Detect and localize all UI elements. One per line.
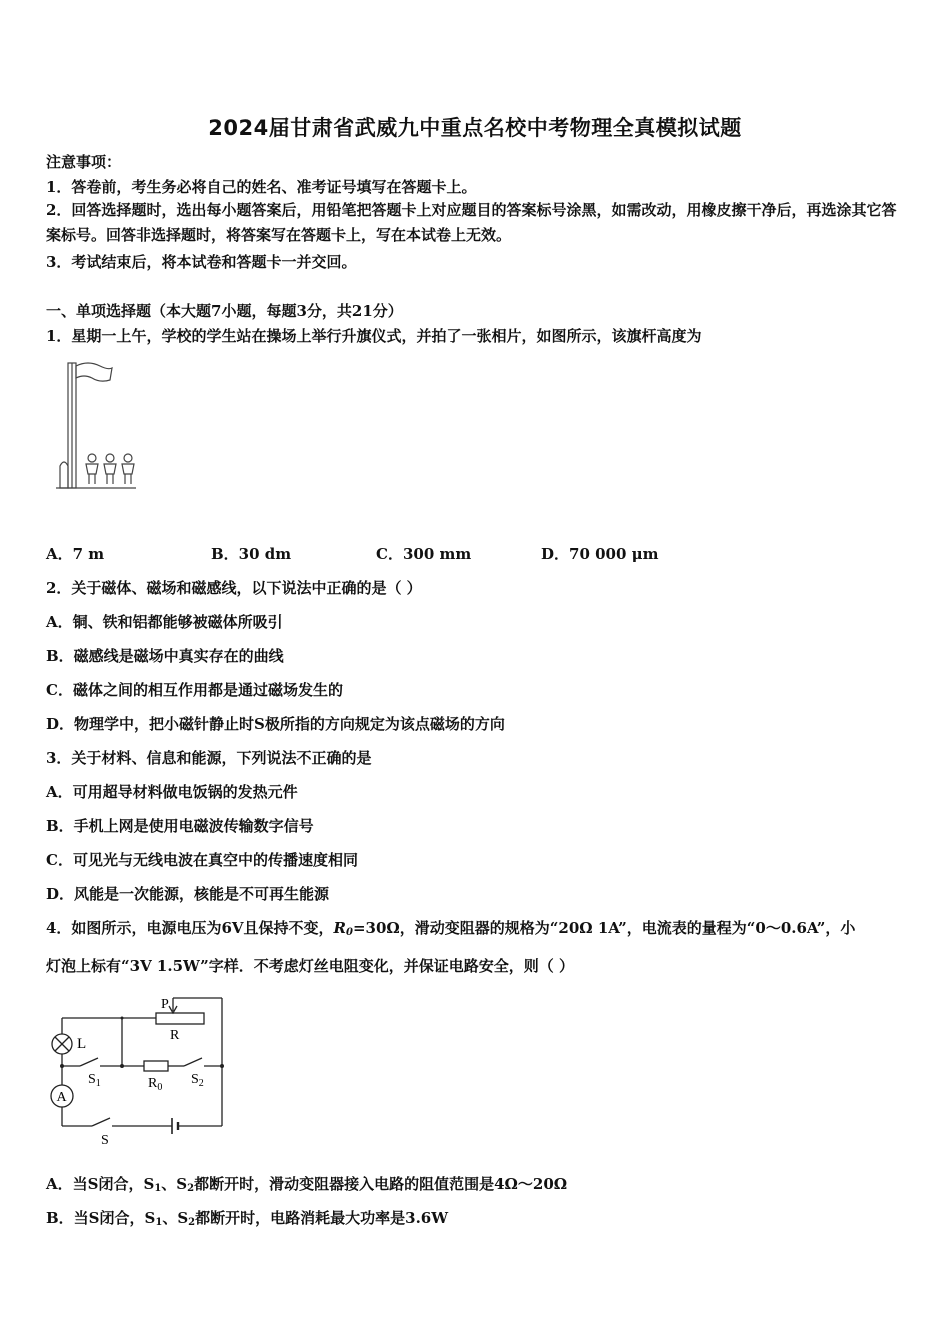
q2-option-b: B．磁感线是磁场中真实存在的曲线 <box>46 647 284 665</box>
q2-option-c: C．磁体之间的相互作用都是通过磁场发生的 <box>46 681 343 699</box>
circuit-label-p: P <box>161 997 169 1012</box>
q3-stem: 3．关于材料、信息和能源，下列说法不正确的是 <box>46 749 372 767</box>
q1-option-b: B．30 dm <box>211 545 292 563</box>
notice-item-1: 1．答卷前，考生务必将自己的姓名、准考证号填写在答题卡上。 <box>46 178 477 196</box>
q2-stem: 2．关于磁体、磁场和磁感线，以下说法中正确的是（ ） <box>46 579 422 597</box>
notice-item-3: 3．考试结束后，将本试卷和答题卡一并交回。 <box>46 253 357 271</box>
q4-stem-line2: 灯泡上标有“3V 1.5W”字样．不考虑灯丝电阻变化，并保证电路安全，则（ ） <box>46 957 574 975</box>
circuit-diagram <box>44 992 234 1147</box>
circuit-label-s2: $S_2$ <box>191 1072 204 1089</box>
q1-option-c: C．300 mm <box>376 545 472 563</box>
page-title: 2024届甘肃省武威九中重点名校中考物理全真模拟试题 <box>208 116 742 140</box>
q4-option-b: B．当S闭合，$S_1$、$S_2$都断开时，电路消耗最大功率是3.6W <box>46 1209 449 1228</box>
q2-option-a: A．铜、铁和铝都能够被磁体所吸引 <box>46 613 283 631</box>
q3-option-c: C．可见光与无线电波在真空中的传播速度相同 <box>46 851 358 869</box>
q3-option-a: A．可用超导材料做电饭锅的发热元件 <box>46 783 298 801</box>
flagpole-figure <box>52 358 142 493</box>
q1-option-d: D．70 000 μm <box>541 545 659 563</box>
q3-option-b: B．手机上网是使用电磁波传输数字信号 <box>46 817 314 835</box>
section-heading: 一、单项选择题（本大题7小题，每题3分，共21分） <box>46 302 403 320</box>
q1-option-a: A．7 m <box>46 545 105 563</box>
ammeter-label: A <box>56 1090 67 1105</box>
notice-heading: 注意事项： <box>46 153 122 171</box>
q3-option-d: D．风能是一次能源，核能是不可再生能源 <box>46 885 330 903</box>
circuit-label-s1: $S_1$ <box>88 1072 101 1089</box>
circuit-label-s: S <box>101 1133 109 1147</box>
q1-stem: 1．星期一上午，学校的学生站在操场上举行升旗仪式，并拍了一张相片，如图所示，该旗杆高度为 <box>46 327 702 345</box>
circuit-label-r0: $R_0$ <box>148 1076 163 1093</box>
notice-item-2: 2．回答选择题时，选出每小题答案后，用铅笔把答题卡上对应题目的答案标号涂黑，如需改动，用橡皮擦干净后，再选涂其它答案标号。回答非选择题时，将答案写在答题卡上，写在本试卷上无效。 <box>46 201 897 244</box>
circuit-label-r: R <box>170 1028 180 1043</box>
q4-stem: 4．如图所示，电源电压为6V且保持不变，$R_0=30\Omega$，滑动变阻器的规格为“20Ω 1A”，电流表的量程为“0～0.6A”，小 <box>46 919 856 938</box>
q2-option-d: D．物理学中，把小磁针静止时S极所指的方向规定为该点磁场的方向 <box>46 715 505 733</box>
circuit-label-l: L <box>77 1036 87 1052</box>
q4-option-a: A．当S闭合，$S_1$、$S_2$都断开时，滑动变阻器接入电路的阻值范围是4Ω～20Ω <box>46 1175 568 1194</box>
